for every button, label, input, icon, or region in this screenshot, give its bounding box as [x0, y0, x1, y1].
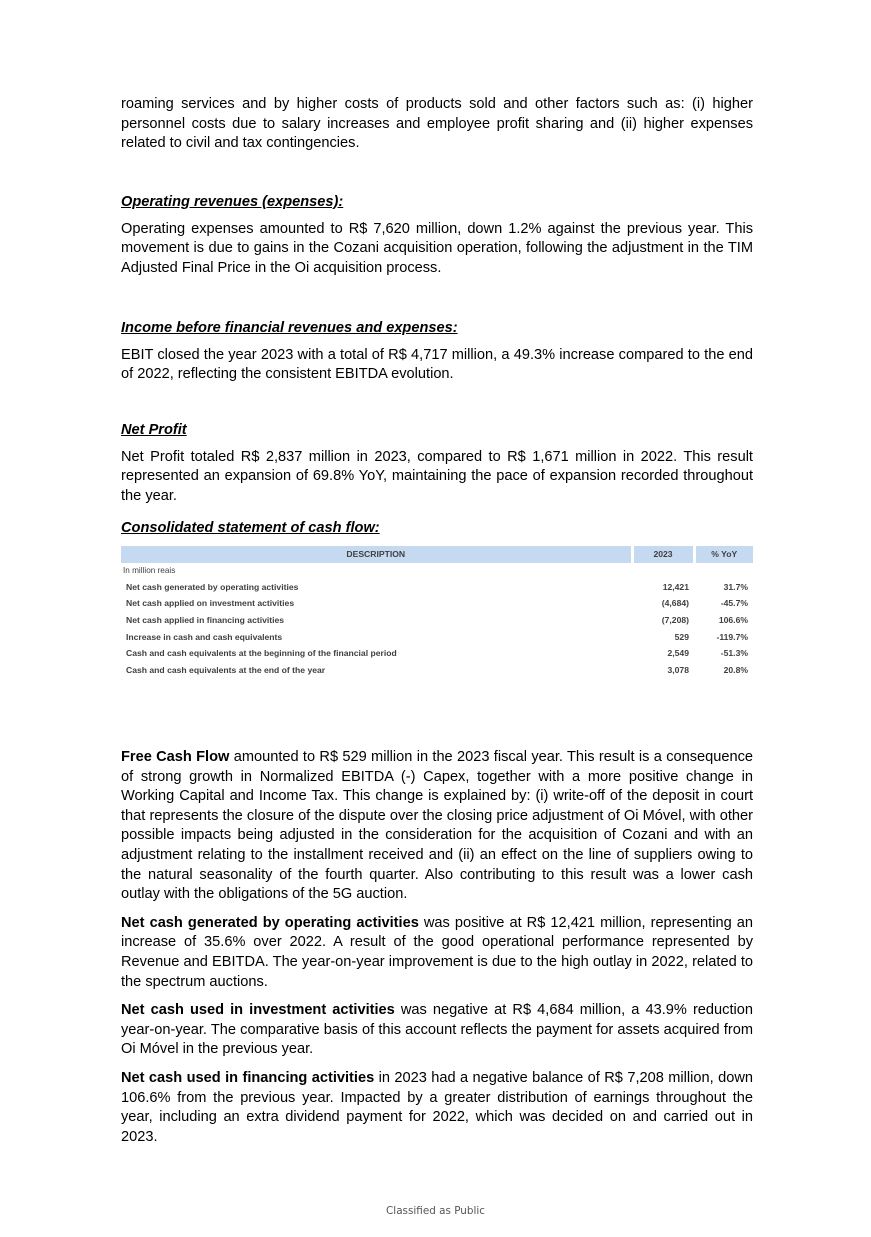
inv-cash-text: was negative at R$ 4,684 million, a 43.9% reduction year-on-year. The comparative basis of this account reflects the payment for assets acquired from Oi Móvel in the previous year. [121, 1002, 753, 1058]
table-row [121, 612, 753, 629]
col-yoy: % YoY [694, 546, 753, 563]
row-label: Cash and cash equivalents at the end of the year [126, 664, 326, 675]
col-year: 2023 [632, 546, 694, 563]
row-value: (4,684) [661, 598, 689, 609]
net-profit-heading: Net Profit [121, 421, 187, 438]
fin-cash-text: in 2023 had a negative balance of R$ 7,208 million, down 106.6% from the previous year. Impacted by a greater distribution of earnings throughout the year, including an extra dividend payment for 2022, which was decided on and carried out in 2023. [121, 1070, 753, 1145]
op-cash-text: was positive at R$ 12,421 million, representing an increase of 35.6% over 2022. A result of the good operational performance represented by Revenue and EBITDA. The year-on-year improvement is due to the high outlay in 2022, related to the spectrum auctions. [121, 914, 754, 990]
table-header-row [121, 546, 753, 563]
classification-footer: Classified as Public [386, 1205, 485, 1217]
op-cash-paragraph [121, 914, 753, 992]
table-row [121, 595, 753, 612]
row-yoy: 106.6% [718, 615, 748, 626]
net-profit-paragraph: Net Profit totaled R$ 2,837 million in 2023, compared to R$ 1,671 million in 2022. This result represented an expansion of 69.8% YoY, maintaining the pace of expansion recorded throughout the year. [121, 448, 753, 504]
inv-cash-lead: Net cash used in investment activities [121, 1002, 395, 1019]
row-label: Net cash applied in financing activities [126, 615, 285, 626]
fin-cash-paragraph [121, 1069, 753, 1147]
ebit-paragraph: EBIT closed the year 2023 with a total of R$ 4,717 million, a 49.3% increase compared to the end of 2022, reflecting the consistent EBITDA evolution. [121, 346, 753, 383]
row-yoy: -51.3% [720, 648, 748, 659]
row-label: Net cash applied on investment activities [126, 598, 295, 609]
document-page [121, 95, 753, 1147]
operating-paragraph: Operating expenses amounted to R$ 7,620 million, down 1.2% against the previous year. This movement is due to gains in the Cozani acquisition operation, following the adjustment in the TIM Adjusted Final Price in the Oi acquisition process. [121, 220, 753, 276]
fcf-paragraph [121, 748, 753, 905]
table-row [121, 628, 753, 645]
row-label: Increase in cash and cash equivalents [126, 631, 283, 642]
row-yoy: -119.7% [716, 631, 748, 642]
unit-note: In million reais [123, 566, 176, 576]
fcf-lead: Free Cash Flow [121, 749, 230, 766]
row-yoy: -45.7% [720, 598, 748, 609]
col-description: DESCRIPTION [121, 546, 632, 563]
row-value: (7,208) [661, 615, 689, 626]
table-row [121, 579, 753, 596]
fcf-text: amounted to R$ 529 million in the 2023 fiscal year. This result is a consequence of strong growth in Normalized EBITDA (-) Capex, together with a more positive change in Working Capital and Income Tax. This change is explained by: (i) write-off of the deposit in court that represents the closure of the dispute over the closing price adjustment of Oi Móvel, with other possible impacts being adjusted in the consideration for the acquisition of Cozani and with an adjustment relating to the installment received and (ii) an effect on the line of suppliers owing to the natural seasonality of the fourth quarter. Also contributing to this result was a lower cash outlay with the obligations of the 5G auction. [121, 749, 754, 903]
row-value: 12,421 [662, 581, 689, 592]
row-value: 2,549 [667, 648, 689, 659]
table-row [121, 645, 753, 662]
cash-flow-table [121, 546, 753, 679]
row-value: 529 [674, 631, 689, 642]
row-yoy: 31.7% [723, 581, 748, 592]
intro-paragraph: roaming services and by higher costs of products sold and other factors such as: (i) higher personnel costs due to salary increases and employee profit sharing and (ii) higher expenses related to civil and tax contingencies. [121, 96, 753, 152]
cash-flow-heading: Consolidated statement of cash flow: [121, 519, 380, 536]
row-label: Net cash generated by operating activities [126, 581, 299, 592]
row-value: 3,078 [667, 664, 689, 675]
inv-cash-paragraph [121, 1001, 753, 1060]
row-yoy: 20.8% [723, 664, 748, 675]
table-row [121, 662, 753, 679]
unit-row [121, 563, 753, 579]
ebit-heading: Income before financial revenues and expenses: [121, 319, 458, 336]
op-cash-lead: Net cash generated by operating activities [121, 914, 419, 931]
operating-heading: Operating revenues (expenses): [121, 193, 344, 210]
fin-cash-lead: Net cash used in financing activities [121, 1070, 375, 1086]
row-label: Cash and cash equivalents at the beginning of the financial period [126, 648, 397, 659]
